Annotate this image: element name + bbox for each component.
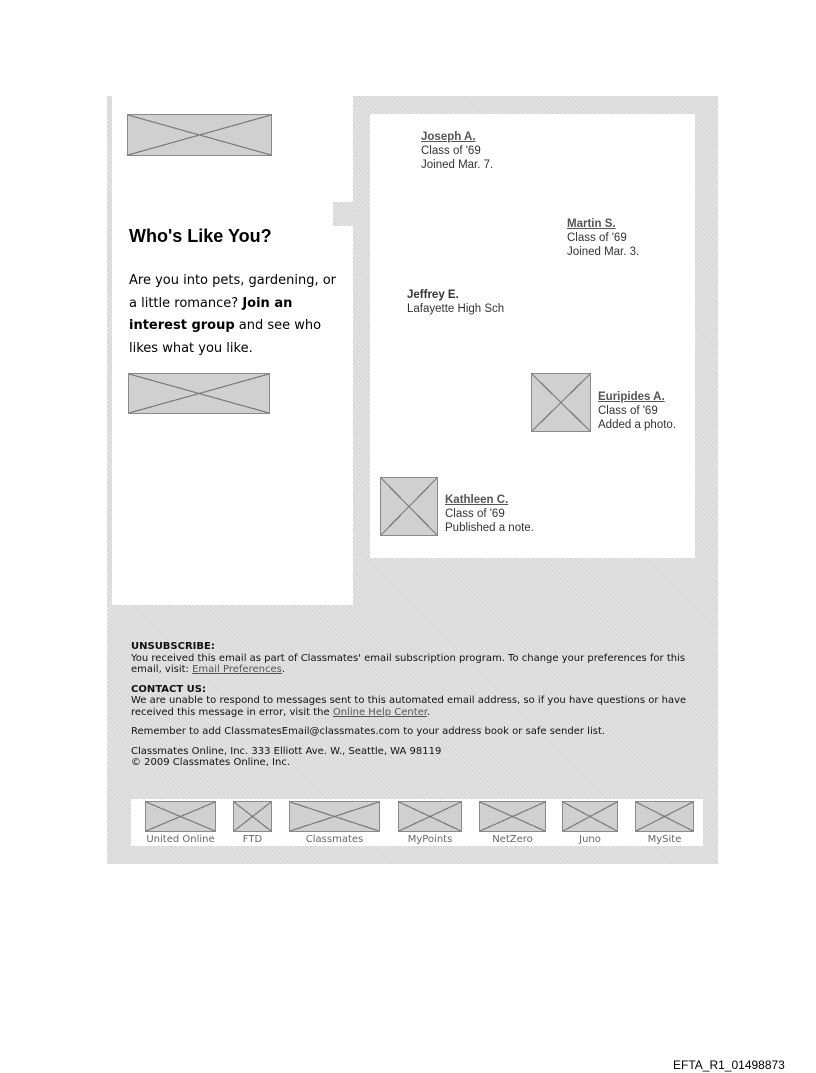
- logo-label-netzero: NetZero: [492, 834, 533, 845]
- company-info: [131, 746, 706, 769]
- contact-text: We are unable to respond to messages sent to this automated email address, so if you have questions or have received this message in error, visit the: [131, 695, 687, 718]
- logo-label-juno: Juno: [579, 834, 601, 845]
- member-jeffrey: [407, 288, 504, 316]
- unsubscribe-heading: UNSUBSCRIBE:: [131, 641, 215, 652]
- join-interest-group-link[interactable]: Join an interest group: [129, 295, 293, 333]
- member-class: Class of '69: [445, 508, 505, 520]
- logo-label-mysite: MySite: [647, 834, 682, 845]
- logo-mysite[interactable]: [635, 801, 694, 832]
- member-activity: Joined Mar. 3.: [567, 246, 640, 258]
- member-euripides: [598, 390, 676, 432]
- logo-label-ftd: FTD: [242, 834, 263, 845]
- header-image-placeholder[interactable]: [127, 114, 272, 156]
- logo-netzero[interactable]: [479, 801, 546, 832]
- contact-section: CONTACT US: We are unable to respond to messages sent to this automated email address, so if you have questions or have received this message in error, visit the Online Help Center.: [131, 683, 687, 718]
- member-class: Class of '69: [421, 145, 481, 157]
- promo-text-outro: and see who likes what you like.: [129, 318, 322, 356]
- member-name-link[interactable]: Euripides A.: [598, 391, 665, 403]
- logo-mypoints[interactable]: [398, 801, 462, 832]
- logo-juno[interactable]: [562, 801, 618, 832]
- member-photo-placeholder[interactable]: [531, 373, 591, 432]
- member-name-link[interactable]: Kathleen C.: [445, 494, 509, 506]
- unsubscribe-text: You received this email as part of Classmates' email subscription program. To change your preferences for this email, visit:: [131, 652, 686, 675]
- member-activity: Joined Mar. 7.: [421, 159, 494, 171]
- member-class: Class of '69: [598, 405, 658, 417]
- member-name-link[interactable]: Martin S.: [567, 218, 616, 230]
- member-activity: Published a note.: [445, 522, 534, 534]
- contact-heading: CONTACT US:: [131, 683, 206, 695]
- logo-ftd[interactable]: [233, 801, 272, 832]
- document-id: EFTA_R1_01498873: [673, 1058, 785, 1072]
- member-name: Jeffrey E.: [407, 289, 459, 301]
- member-martin: [567, 217, 639, 259]
- company-address: Classmates Online, Inc. 333 Elliott Ave. W., Seattle, WA 98119: [131, 745, 442, 757]
- member-joseph: [421, 130, 493, 172]
- promo-text: [129, 270, 344, 360]
- logo-label-mypoints: MyPoints: [407, 834, 453, 845]
- member-photo-placeholder[interactable]: [380, 477, 438, 536]
- member-kathleen: [445, 493, 534, 535]
- logo-label-classmates: Classmates: [305, 834, 364, 845]
- logo-united-online[interactable]: [145, 801, 216, 832]
- email-footer: [131, 641, 706, 777]
- logo-label-united-online: United Online: [146, 834, 215, 845]
- logo-classmates[interactable]: [289, 801, 380, 832]
- promo-title: Who's Like You?: [129, 226, 272, 246]
- copyright-notice: © 2009 Classmates Online, Inc.: [131, 757, 291, 768]
- member-class: Class of '69: [567, 232, 627, 244]
- member-activity: Added a photo.: [598, 419, 677, 431]
- unsubscribe-section: UNSUBSCRIBE: You received this email as part of Classmates' email subscription program. To change your preferences for this email, visit: Email Preferences.: [131, 641, 686, 675]
- member-school: Lafayette High Sch: [407, 303, 505, 315]
- join-button-image-placeholder[interactable]: [128, 373, 270, 414]
- divider-notch: [333, 202, 353, 226]
- email-preferences-link[interactable]: Email Preferences: [192, 664, 282, 675]
- online-help-center-link[interactable]: Online Help Center: [332, 706, 428, 718]
- member-name-link[interactable]: Joseph A.: [421, 131, 476, 143]
- safe-sender-reminder: Remember to add ClassmatesEmail@classmates.com to your address book or safe sender list.: [131, 726, 606, 737]
- promo-text-intro: Are you into pets, gardening, or a little romance?: [129, 273, 337, 311]
